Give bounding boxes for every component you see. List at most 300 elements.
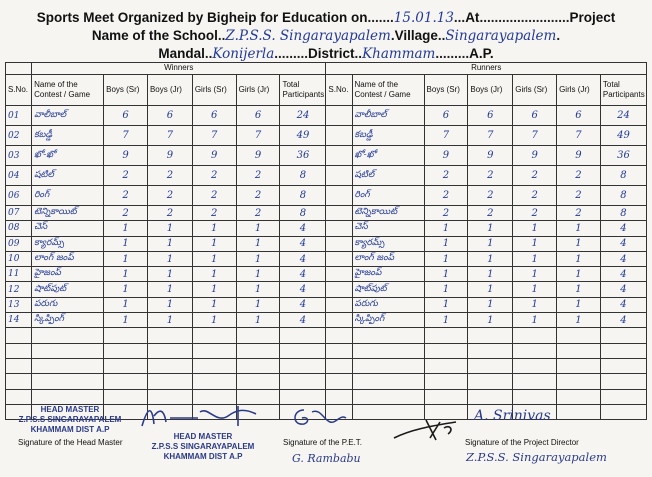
count-cell: 4 — [600, 282, 646, 297]
count-cell: 1 — [236, 251, 280, 266]
count-cell: 4 — [600, 297, 646, 312]
sno-cell: 13 — [6, 297, 32, 312]
sno-cell: 12 — [6, 282, 32, 297]
count-cell: 1 — [424, 282, 468, 297]
count-cell: 1 — [468, 313, 513, 328]
count-cell: 1 — [104, 251, 148, 266]
count-cell: 6 — [192, 106, 236, 126]
empty-cell — [32, 328, 104, 343]
empty-cell — [236, 374, 280, 389]
count-cell: 2 — [468, 206, 513, 221]
game-cell: పరుగు — [32, 297, 104, 312]
count-cell: 7 — [424, 126, 468, 146]
game-cell: స్కిప్పింగ్ — [32, 313, 104, 328]
sno-cell — [326, 106, 352, 126]
count-cell: 1 — [557, 313, 601, 328]
sno-cell — [326, 126, 352, 146]
sno-cell — [326, 297, 352, 312]
count-cell: 1 — [192, 236, 236, 251]
count-cell: 8 — [600, 186, 646, 206]
count-cell: 7 — [147, 126, 192, 146]
game-cell: చెస్ — [352, 221, 424, 236]
form-title: Sports Meet Organized by Bigheip for Education on.......15.01.13...At........................Project — [36, 10, 616, 26]
pd-signature-label: Signature of the Project Director — [465, 438, 579, 447]
empty-cell — [424, 374, 468, 389]
count-cell: 1 — [468, 267, 513, 282]
empty-cell — [326, 358, 352, 373]
empty-cell — [468, 374, 513, 389]
count-cell: 2 — [557, 166, 601, 186]
count-cell: 9 — [104, 146, 148, 166]
empty-cell — [6, 389, 32, 404]
empty-cell — [513, 343, 557, 358]
count-cell: 1 — [147, 267, 192, 282]
empty-cell — [326, 343, 352, 358]
empty-cell — [600, 374, 646, 389]
col-game-runners: Name of the Contest / Game — [352, 75, 424, 106]
table-body — [6, 106, 647, 420]
empty-cell — [147, 389, 192, 404]
count-cell: 4 — [280, 282, 326, 297]
count-cell: 1 — [557, 236, 601, 251]
count-cell: 7 — [468, 126, 513, 146]
game-cell: షాట్‌పుట్ — [32, 282, 104, 297]
results-table — [5, 62, 647, 420]
col-boys-jr: Boys (Jr) — [147, 75, 192, 106]
count-cell: 7 — [104, 126, 148, 146]
count-cell: 1 — [236, 267, 280, 282]
sno-cell — [326, 236, 352, 251]
game-cell: క్యారమ్స్ — [32, 236, 104, 251]
count-cell: 1 — [557, 221, 601, 236]
pet-name: G. Rambabu — [292, 452, 361, 465]
count-cell: 1 — [468, 236, 513, 251]
empty-cell — [192, 389, 236, 404]
sno-cell: 04 — [6, 166, 32, 186]
count-cell: 9 — [236, 146, 280, 166]
empty-cell — [280, 374, 326, 389]
count-cell: 36 — [280, 146, 326, 166]
game-cell: లాంగ్ జంప్ — [32, 251, 104, 266]
empty-cell — [32, 389, 104, 404]
table-row — [6, 297, 647, 312]
empty-cell — [236, 328, 280, 343]
table-row — [6, 343, 647, 358]
count-cell: 1 — [147, 236, 192, 251]
col-girls-jr-runners: Girls (Jr) — [557, 75, 601, 106]
count-cell: 2 — [236, 166, 280, 186]
table-row — [6, 374, 647, 389]
count-cell: 4 — [280, 313, 326, 328]
empty-cell — [32, 374, 104, 389]
count-cell: 7 — [557, 126, 601, 146]
count-cell: 2 — [513, 206, 557, 221]
table-row — [6, 358, 647, 373]
game-cell: షటిల్ — [352, 166, 424, 186]
sno-cell: 11 — [6, 267, 32, 282]
empty-cell — [6, 358, 32, 373]
count-cell: 1 — [104, 282, 148, 297]
empty-cell — [104, 343, 148, 358]
count-cell: 1 — [192, 282, 236, 297]
count-cell: 49 — [280, 126, 326, 146]
count-cell: 7 — [236, 126, 280, 146]
count-cell: 6 — [468, 106, 513, 126]
game-cell: వాలీబాల్ — [32, 106, 104, 126]
count-cell: 2 — [192, 166, 236, 186]
game-cell: షటిల్ — [32, 166, 104, 186]
game-cell: ఖో-ఖో — [32, 146, 104, 166]
count-cell: 1 — [236, 221, 280, 236]
count-cell: 4 — [280, 236, 326, 251]
empty-cell — [600, 343, 646, 358]
count-cell: 1 — [513, 282, 557, 297]
count-cell: 2 — [236, 206, 280, 221]
empty-cell — [557, 343, 601, 358]
count-cell: 1 — [147, 297, 192, 312]
table-row — [6, 236, 647, 251]
count-cell: 1 — [236, 297, 280, 312]
sno-cell: 06 — [6, 186, 32, 206]
empty-cell — [280, 343, 326, 358]
count-cell: 1 — [192, 251, 236, 266]
count-cell: 9 — [147, 146, 192, 166]
count-cell: 1 — [468, 297, 513, 312]
sno-cell — [326, 221, 352, 236]
game-cell: హైజంప్ — [32, 267, 104, 282]
empty-cell — [32, 358, 104, 373]
winners-header: Winners — [32, 63, 326, 75]
count-cell: 2 — [192, 206, 236, 221]
empty-cell — [192, 343, 236, 358]
sno-cell — [326, 186, 352, 206]
table-row — [6, 206, 647, 221]
count-cell: 1 — [104, 267, 148, 282]
sno-cell: 14 — [6, 313, 32, 328]
empty-cell — [147, 358, 192, 373]
sno-cell: 01 — [6, 106, 32, 126]
game-cell: రింగ్ — [352, 186, 424, 206]
empty-cell — [147, 374, 192, 389]
table-row — [6, 328, 647, 343]
empty-cell — [513, 358, 557, 373]
count-cell: 9 — [468, 146, 513, 166]
count-cell: 9 — [424, 146, 468, 166]
col-girls-jr: Girls (Jr) — [236, 75, 280, 106]
col-sno-runners: S.No. — [326, 75, 352, 106]
count-cell: 2 — [424, 186, 468, 206]
count-cell: 1 — [236, 282, 280, 297]
count-cell: 2 — [147, 186, 192, 206]
empty-cell — [104, 389, 148, 404]
count-cell: 6 — [424, 106, 468, 126]
count-cell: 1 — [147, 313, 192, 328]
game-cell: కబడ్డీ — [352, 126, 424, 146]
sno-cell: 10 — [6, 251, 32, 266]
empty-cell — [280, 328, 326, 343]
head-master-signature-icon — [138, 404, 288, 432]
col-sno: S.No. — [6, 75, 32, 106]
count-cell: 4 — [280, 251, 326, 266]
table-row — [6, 251, 647, 266]
count-cell: 8 — [280, 186, 326, 206]
count-cell: 1 — [468, 221, 513, 236]
count-cell: 1 — [513, 251, 557, 266]
count-cell: 6 — [236, 106, 280, 126]
col-boys-sr: Boys (Sr) — [104, 75, 148, 106]
count-cell: 2 — [513, 186, 557, 206]
count-cell: 9 — [513, 146, 557, 166]
mandal-name: Konijerla — [212, 46, 275, 62]
hm-signature-label: Signature of the Head Master — [18, 438, 123, 447]
table-row — [6, 146, 647, 166]
game-cell: కబడ్డీ — [32, 126, 104, 146]
count-cell: 2 — [104, 186, 148, 206]
empty-cell — [557, 374, 601, 389]
count-cell: 1 — [236, 236, 280, 251]
sno-cell: 09 — [6, 236, 32, 251]
sno-cell — [326, 267, 352, 282]
count-cell: 7 — [513, 126, 557, 146]
sno-cell — [326, 206, 352, 221]
sno-cell: 07 — [6, 206, 32, 221]
head-master-stamp-2: HEAD MASTER Z.P.S.S SINGARAYAPALEM KHAMMAM DIST A.P — [151, 432, 255, 461]
game-cell: చెస్ — [32, 221, 104, 236]
empty-cell — [236, 343, 280, 358]
count-cell: 1 — [513, 267, 557, 282]
count-cell: 4 — [280, 221, 326, 236]
count-cell: 8 — [600, 206, 646, 221]
sno-cell — [326, 251, 352, 266]
game-cell: టెన్నికాయిట్ — [32, 206, 104, 221]
game-cell: లాంగ్ జంప్ — [352, 251, 424, 266]
game-cell: క్యారమ్స్ — [352, 236, 424, 251]
empty-cell — [192, 358, 236, 373]
count-cell: 1 — [424, 236, 468, 251]
count-cell: 4 — [600, 313, 646, 328]
empty-cell — [104, 328, 148, 343]
col-girls-sr-runners: Girls (Sr) — [513, 75, 557, 106]
count-cell: 1 — [424, 251, 468, 266]
empty-cell — [352, 328, 424, 343]
mandal-line: Mandal..Konijerla.........District..Khammam.........A.P. — [158, 46, 494, 62]
count-cell: 2 — [104, 166, 148, 186]
empty-cell — [424, 343, 468, 358]
col-total-runners: Total Participants — [600, 75, 646, 106]
table-row — [6, 282, 647, 297]
count-cell: 1 — [147, 251, 192, 266]
count-cell: 9 — [557, 146, 601, 166]
count-cell: 49 — [600, 126, 646, 146]
empty-cell — [280, 358, 326, 373]
count-cell: 1 — [424, 297, 468, 312]
count-cell: 6 — [513, 106, 557, 126]
empty-cell — [352, 358, 424, 373]
table-row — [6, 166, 647, 186]
count-cell: 1 — [557, 267, 601, 282]
col-total: Total Participants — [280, 75, 326, 106]
count-cell: 1 — [468, 251, 513, 266]
empty-cell — [468, 328, 513, 343]
table-row — [6, 221, 647, 236]
count-cell: 1 — [513, 313, 557, 328]
game-cell: టెన్నికాయిట్ — [352, 206, 424, 221]
count-cell: 1 — [513, 221, 557, 236]
sno-cell: 02 — [6, 126, 32, 146]
empty-cell — [352, 389, 424, 404]
empty-cell — [557, 358, 601, 373]
empty-cell — [192, 328, 236, 343]
count-cell: 2 — [147, 166, 192, 186]
count-cell: 1 — [192, 267, 236, 282]
count-cell: 1 — [192, 297, 236, 312]
empty-cell — [600, 328, 646, 343]
count-cell: 1 — [424, 221, 468, 236]
count-cell: 1 — [557, 297, 601, 312]
sno-cell: 03 — [6, 146, 32, 166]
count-cell: 24 — [600, 106, 646, 126]
game-cell: పరుగు — [352, 297, 424, 312]
empty-cell — [557, 389, 601, 404]
game-cell: వాలీబాల్ — [352, 106, 424, 126]
count-cell: 7 — [192, 126, 236, 146]
table-row — [6, 186, 647, 206]
empty-cell — [236, 358, 280, 373]
empty-cell — [326, 328, 352, 343]
runners-header: Runners — [326, 63, 647, 75]
count-cell: 8 — [280, 206, 326, 221]
empty-cell — [600, 358, 646, 373]
sno-cell — [326, 282, 352, 297]
count-cell: 4 — [280, 267, 326, 282]
pet-signature-icon — [290, 406, 350, 428]
empty-cell — [468, 343, 513, 358]
count-cell: 2 — [557, 186, 601, 206]
game-cell: ఖో-ఖో — [352, 146, 424, 166]
village-name: Singarayapalem — [445, 28, 557, 44]
game-cell: రింగ్ — [32, 186, 104, 206]
count-cell: 2 — [557, 206, 601, 221]
empty-cell — [236, 389, 280, 404]
empty-cell — [352, 374, 424, 389]
count-cell: 1 — [424, 267, 468, 282]
count-cell: 6 — [557, 106, 601, 126]
empty-cell — [6, 343, 32, 358]
count-cell: 4 — [600, 251, 646, 266]
count-cell: 2 — [513, 166, 557, 186]
empty-cell — [147, 328, 192, 343]
sno-cell — [326, 166, 352, 186]
count-cell: 8 — [600, 166, 646, 186]
count-cell: 1 — [104, 313, 148, 328]
empty-cell — [104, 374, 148, 389]
sno-cell — [326, 146, 352, 166]
empty-cell — [600, 404, 646, 419]
empty-cell — [280, 389, 326, 404]
game-cell: హైజంప్ — [352, 267, 424, 282]
count-cell: 8 — [280, 166, 326, 186]
meet-date: 15.01.13 — [393, 10, 454, 26]
count-cell: 4 — [600, 236, 646, 251]
count-cell: 1 — [557, 251, 601, 266]
count-cell: 36 — [600, 146, 646, 166]
count-cell: 2 — [104, 206, 148, 221]
empty-cell — [192, 374, 236, 389]
table-row — [6, 389, 647, 404]
empty-cell — [32, 343, 104, 358]
empty-cell — [326, 374, 352, 389]
empty-cell — [6, 328, 32, 343]
empty-cell — [326, 389, 352, 404]
count-cell: 1 — [424, 313, 468, 328]
empty-cell — [147, 343, 192, 358]
empty-cell — [513, 374, 557, 389]
count-cell: 6 — [104, 106, 148, 126]
col-girls-sr: Girls (Sr) — [192, 75, 236, 106]
count-cell: 1 — [557, 282, 601, 297]
district-name: Khammam — [362, 46, 436, 62]
count-cell: 4 — [280, 297, 326, 312]
col-boys-sr-runners: Boys (Sr) — [424, 75, 468, 106]
school-name: Z.P.S.S. Singarayapalem — [225, 28, 391, 44]
count-cell: 6 — [147, 106, 192, 126]
table-row — [6, 126, 647, 146]
count-cell: 2 — [236, 186, 280, 206]
col-boys-jr-runners: Boys (Jr) — [468, 75, 513, 106]
count-cell: 2 — [147, 206, 192, 221]
game-cell: స్కిప్పింగ్ — [352, 313, 424, 328]
pd-school: Z.P.S.S. Singarayapalem — [466, 450, 607, 464]
empty-cell — [513, 328, 557, 343]
head-master-stamp: HEAD MASTER Z.P.S.S SINGARAYAPALEM KHAMMAM DIST A.P — [18, 405, 122, 434]
count-cell: 9 — [192, 146, 236, 166]
count-cell: 1 — [468, 282, 513, 297]
table-row — [6, 106, 647, 126]
count-cell: 1 — [192, 313, 236, 328]
empty-cell — [424, 389, 468, 404]
count-cell: 1 — [147, 221, 192, 236]
empty-cell — [600, 389, 646, 404]
count-cell: 1 — [192, 221, 236, 236]
count-cell: 2 — [468, 186, 513, 206]
sno-cell — [326, 313, 352, 328]
count-cell: 4 — [600, 221, 646, 236]
col-game: Name of the Contest / Game — [32, 75, 104, 106]
count-cell: 4 — [600, 267, 646, 282]
pet-signature-label: Signature of the P.E.T. — [283, 438, 363, 447]
empty-cell — [513, 389, 557, 404]
count-cell: 1 — [236, 313, 280, 328]
empty-cell — [6, 374, 32, 389]
empty-cell — [424, 358, 468, 373]
count-cell: 2 — [192, 186, 236, 206]
table-row — [6, 313, 647, 328]
game-cell: షాట్‌పుట్ — [352, 282, 424, 297]
count-cell: 1 — [513, 236, 557, 251]
empty-cell — [557, 328, 601, 343]
count-cell: 2 — [424, 206, 468, 221]
count-cell: 1 — [147, 282, 192, 297]
empty-cell — [424, 328, 468, 343]
empty-cell — [104, 358, 148, 373]
empty-cell — [352, 343, 424, 358]
table-row — [6, 267, 647, 282]
empty-cell — [557, 404, 601, 419]
count-cell: 1 — [513, 297, 557, 312]
empty-cell — [468, 389, 513, 404]
count-cell: 1 — [104, 221, 148, 236]
school-line: Name of the School..Z.P.S.S. Singarayapalem.Village..Singarayapalem. — [91, 28, 561, 44]
